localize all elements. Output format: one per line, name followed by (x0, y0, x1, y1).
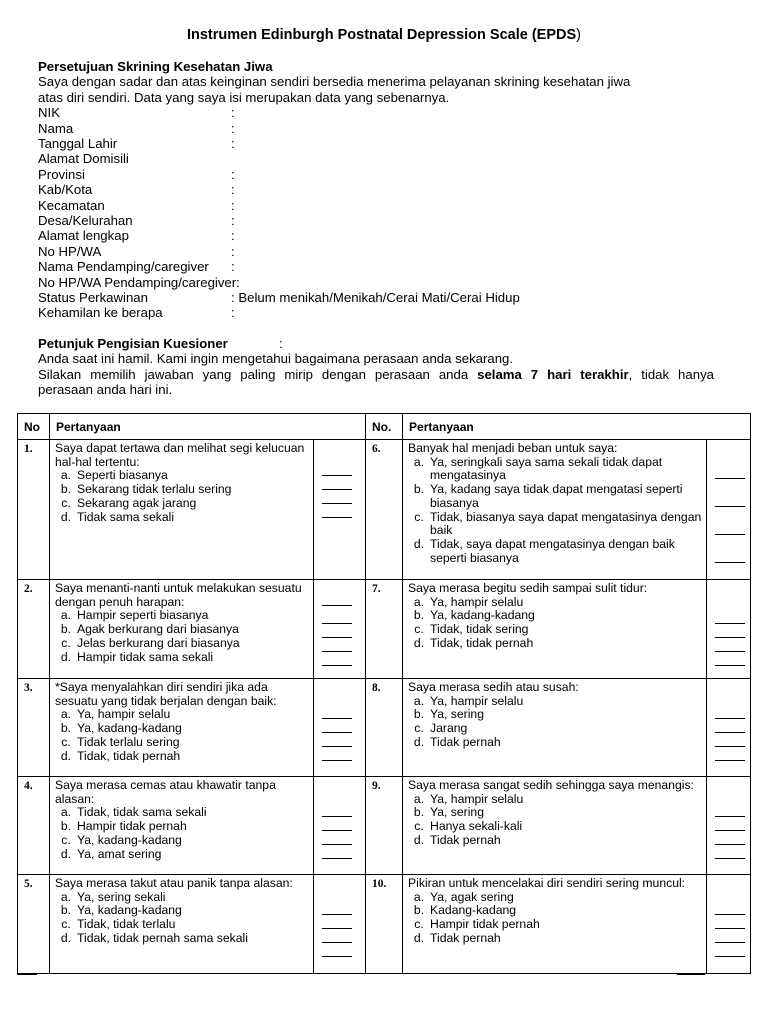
answer-option (408, 456, 702, 483)
answer-option (408, 637, 702, 651)
option-letter: c. (61, 832, 71, 847)
option-letter: b. (60, 721, 72, 736)
consent-text-line2: atas diri sendiri. Data yang saya isi merupakan data yang sebenarnya. (38, 89, 450, 105)
field-colon (231, 259, 235, 274)
question-text: Saya merasa sangat sedih sehingga saya menangis: (408, 778, 694, 792)
answer-blank-column (707, 580, 751, 679)
answer-blank[interactable] (322, 718, 352, 719)
option-text: Agak berkurang dari biasanya (77, 622, 239, 637)
table-row (18, 777, 751, 875)
answer-option (408, 483, 702, 510)
option-letter: a. (413, 889, 425, 904)
answer-blank[interactable] (322, 651, 352, 652)
question-number: 6. (366, 440, 403, 580)
field-label: Nama (38, 120, 74, 136)
answer-option (408, 904, 702, 918)
option-letter: d. (60, 846, 72, 861)
question-cell (403, 580, 707, 679)
option-letter: b. (60, 903, 72, 918)
answer-option (408, 511, 702, 538)
field-colon-mark: : (231, 305, 235, 321)
answer-option (55, 848, 309, 862)
answer-option (408, 538, 702, 565)
field-colon-mark: : (231, 289, 235, 305)
table-header-row (18, 414, 751, 440)
option-text: Ya, amat sering (77, 846, 162, 861)
option-letter: a. (413, 454, 425, 469)
question-text: Banyak hal menjadi beban untuk saya: (408, 441, 618, 455)
field-row (38, 290, 714, 305)
field-colon-mark: : (231, 136, 235, 151)
option-text: Ya, sering (430, 805, 484, 820)
field-label: Nama Pendamping/caregiver (38, 259, 209, 275)
field-colon (231, 182, 235, 197)
field-colon-mark: : (231, 197, 235, 213)
option-letter: a. (60, 707, 72, 722)
option-text: Ya, hampir selalu (77, 707, 171, 722)
question-text: *Saya menyalahkan diri sendiri jika ada sesuatu yang tidak berjalan dengan baik: (55, 680, 277, 708)
option-text: Sekarang agak jarang (77, 495, 197, 510)
answer-blank[interactable] (322, 760, 352, 761)
header-question-right: Pertanyaan (403, 414, 751, 440)
answer-option (408, 891, 702, 905)
field-colon (231, 228, 235, 243)
option-text: Tidak, tidak sama sekali (77, 805, 207, 820)
answer-blank-column (314, 777, 366, 875)
option-letter: a. (60, 805, 72, 820)
answer-option (408, 918, 702, 932)
option-text: Tidak, saya dapat mengatasinya dengan baik seperti biasanya (430, 536, 675, 565)
answer-blank[interactable] (322, 942, 352, 943)
option-text: Ya, sering (430, 707, 484, 722)
answer-blank-column (707, 777, 751, 875)
consent-heading: Persetujuan Skrining Kesehatan Jiwa (38, 59, 273, 74)
answer-option (408, 793, 702, 807)
answer-option (55, 750, 309, 764)
field-row (38, 305, 714, 320)
header-no-left: No (18, 414, 50, 440)
option-text: Ya, kadang-kadang (77, 832, 182, 847)
instructions-heading-colon: : (279, 336, 283, 351)
question-cell (50, 679, 314, 777)
field-label: Alamat Domisili (38, 151, 129, 167)
answer-blank[interactable] (322, 956, 352, 957)
answer-option (408, 708, 702, 722)
option-letter: b. (60, 482, 72, 497)
option-letter: a. (413, 594, 425, 609)
answer-option (55, 932, 309, 946)
option-text: Ya, hampir selalu (430, 791, 524, 806)
option-letter: b. (413, 805, 425, 820)
option-letter: d. (413, 832, 425, 847)
question-number: 4. (18, 777, 50, 875)
field-row (38, 244, 714, 259)
table-row (18, 440, 751, 580)
table-row (18, 875, 751, 974)
answer-blank[interactable] (715, 928, 745, 929)
answer-blank[interactable] (322, 928, 352, 929)
field-row (38, 121, 714, 136)
question-cell (50, 875, 314, 974)
question-cell (50, 440, 314, 580)
trailing-line-right (677, 974, 705, 975)
page-title (0, 27, 768, 43)
consent-section (38, 59, 714, 321)
field-colon (231, 244, 235, 259)
field-colon (231, 198, 235, 213)
option-letter: c. (61, 734, 71, 749)
title-text: Instrumen Edinburgh Postnatal Depression Scale (EPDS (186, 27, 577, 43)
header-question-left: Pertanyaan (50, 414, 366, 440)
answer-option (55, 722, 309, 736)
answer-blank[interactable] (715, 942, 745, 943)
epds-question-table (17, 413, 751, 974)
answer-option (408, 736, 702, 750)
question-number: 10. (366, 875, 403, 974)
option-letter: c. (414, 917, 424, 932)
answer-blank-column (707, 875, 751, 974)
answer-blank[interactable] (322, 475, 352, 476)
answer-option (408, 596, 702, 610)
option-text: Tidak, tidak terlalu (77, 917, 176, 932)
field-label: Provinsi (38, 166, 85, 182)
field-row (38, 136, 714, 151)
answer-option (408, 806, 702, 820)
answer-blank[interactable] (715, 956, 745, 957)
option-text: Tidak sama sekali (77, 509, 175, 524)
answer-blank-column (314, 679, 366, 777)
answer-blank[interactable] (322, 858, 352, 859)
field-colon-mark: : (231, 120, 235, 136)
option-text: Tidak, tidak pernah sama sekali (77, 930, 248, 945)
option-letter: b. (413, 903, 425, 918)
field-label: Status Perkawinan (38, 289, 148, 305)
option-letter: b. (413, 482, 425, 497)
answer-blank[interactable] (715, 760, 745, 761)
answer-blank[interactable] (715, 478, 745, 479)
field-colon-mark: : (231, 228, 235, 244)
question-number: 8. (366, 679, 403, 777)
answer-blank[interactable] (715, 651, 745, 652)
field-colon (231, 121, 235, 136)
table-row (18, 580, 751, 679)
option-text: Ya, agak sering (430, 889, 514, 904)
question-text: Saya merasa sedih atau susah: (408, 680, 579, 694)
instructions-line2 (38, 367, 714, 382)
option-letter: d. (413, 536, 425, 551)
answer-blank[interactable] (715, 816, 745, 817)
option-letter: a. (60, 889, 72, 904)
option-letter: a. (413, 791, 425, 806)
option-letter: a. (60, 608, 72, 623)
option-text: Tidak, biasanya saya dapat mengatasinya dengan baik (430, 509, 702, 538)
option-text: Ya, kadang-kadang (430, 608, 535, 623)
question-text: Pikiran untuk mencelakai diri sendiri sering muncul: (408, 876, 686, 890)
answer-option (55, 918, 309, 932)
answer-option (408, 722, 702, 736)
option-text: Tidak, tidak sering (430, 622, 529, 637)
field-colon-mark: : (231, 105, 235, 121)
field-label: Alamat lengkap (38, 228, 129, 244)
question-text: Saya merasa begitu sedih sampai sulit tidur: (408, 581, 648, 595)
header-no-right: No. (366, 414, 403, 440)
field-row (38, 228, 714, 243)
option-text: Ya, sering sekali (77, 889, 166, 904)
option-letter: c. (414, 622, 424, 637)
answer-blank-column (314, 440, 366, 580)
answer-blank[interactable] (322, 605, 352, 606)
option-letter: c. (414, 509, 424, 524)
option-text: Hampir tidak pernah (77, 819, 187, 834)
answer-option (55, 609, 309, 623)
field-row (38, 213, 714, 228)
answer-option (408, 932, 702, 946)
answer-blank-column (314, 580, 366, 679)
answer-blank[interactable] (322, 623, 352, 624)
field-colon-mark: : (231, 212, 235, 228)
option-letter: a. (413, 693, 425, 708)
question-cell (403, 440, 707, 580)
field-row (38, 275, 714, 290)
answer-blank[interactable] (322, 844, 352, 845)
identity-fields (38, 105, 714, 320)
answer-option (408, 609, 702, 623)
field-label: Kab/Kota (38, 182, 93, 198)
question-text: Saya merasa cemas atau khawatir tanpa alasan: (55, 778, 276, 806)
field-label: NIK (38, 105, 60, 121)
option-text: Tidak pernah (430, 930, 501, 945)
answer-blank[interactable] (715, 732, 745, 733)
field-label: Kecamatan (38, 197, 105, 213)
answer-blank[interactable] (322, 665, 352, 666)
option-text: Tidak, tidak pernah (430, 635, 534, 650)
answer-blank[interactable] (322, 830, 352, 831)
instructions-line2-post: , tidak hanya (628, 366, 714, 382)
option-text: Kadang-kadang (430, 903, 517, 918)
answer-blank-column (314, 875, 366, 974)
option-text: Ya, hampir selalu (430, 693, 524, 708)
trailing-line-left (17, 974, 37, 975)
option-text: Ya, kadang-kadang (77, 721, 182, 736)
field-label: Desa/Kelurahan (38, 212, 133, 228)
option-letter: d. (60, 649, 72, 664)
option-letter: c. (414, 721, 424, 736)
answer-option (55, 497, 309, 511)
option-text: Ya, seringkali saya sama sekali tidak dapat mengatasinya (430, 454, 663, 483)
question-cell (403, 679, 707, 777)
option-text: Ya, kadang-kadang (77, 903, 182, 918)
field-value[interactable]: Belum menikah/Menikah/Cerai Mati/Cerai Hidup (234, 289, 520, 305)
answer-blank[interactable] (322, 732, 352, 733)
option-letter: a. (60, 468, 72, 483)
answer-option (55, 904, 309, 918)
answer-blank[interactable] (322, 816, 352, 817)
answer-option (55, 708, 309, 722)
question-text: Saya dapat tertawa dan melihat segi kelucuan hal-hal tertentu: (55, 441, 305, 469)
option-text: Jelas berkurang dari biasanya (77, 635, 240, 650)
option-letter: d. (413, 734, 425, 749)
option-letter: c. (61, 917, 71, 932)
answer-blank[interactable] (715, 718, 745, 719)
question-number: 2. (18, 580, 50, 679)
field-row (38, 167, 714, 182)
question-number: 7. (366, 580, 403, 679)
question-cell (50, 580, 314, 679)
option-text: Ya, kadang saya tidak dapat mengatasi seperti biasanya (430, 482, 683, 510)
instructions-line3: perasaan anda hari ini. (38, 382, 173, 398)
title-paren: ) (576, 27, 581, 43)
option-text: Jarang (430, 721, 468, 736)
instructions-section (38, 336, 714, 398)
field-row (38, 198, 714, 213)
option-letter: b. (60, 819, 72, 834)
answer-blank[interactable] (715, 623, 745, 624)
table-row (18, 679, 751, 777)
answer-blank[interactable] (322, 914, 352, 915)
answer-option (408, 834, 702, 848)
field-colon-mark: : (231, 182, 235, 198)
answer-option (55, 637, 309, 651)
option-letter: b. (413, 608, 425, 623)
answer-blank-column (707, 679, 751, 777)
answer-blank[interactable] (322, 637, 352, 638)
question-text: Saya menanti-nanti untuk melakukan sesuatu dengan penuh harapan: (55, 581, 302, 609)
question-text: Saya merasa takut atau panik tanpa alasan: (55, 876, 293, 890)
field-colon-mark: : (231, 243, 235, 259)
answer-blank[interactable] (715, 914, 745, 915)
question-cell (403, 777, 707, 875)
option-text: Sekarang tidak terlalu sering (77, 482, 232, 497)
instructions-line1: Anda saat ini hamil. Kami ingin mengetahui bagaimana perasaan anda sekarang. (38, 351, 514, 367)
question-cell (50, 777, 314, 875)
field-row (38, 182, 714, 197)
option-letter: b. (413, 707, 425, 722)
answer-blank[interactable] (322, 489, 352, 490)
option-text: Seperti biasanya (77, 468, 168, 483)
field-colon (231, 136, 235, 151)
field-colon (231, 167, 235, 182)
answer-option (55, 469, 309, 483)
option-text: Hampir tidak pernah (430, 917, 540, 932)
question-cell (403, 875, 707, 974)
answer-blank[interactable] (715, 506, 745, 507)
option-text: Hampir tidak sama sekali (77, 649, 214, 664)
option-text: Ya, hampir selalu (430, 594, 524, 609)
field-colon (231, 105, 235, 120)
field-colon (231, 290, 520, 305)
answer-option (55, 891, 309, 905)
answer-blank[interactable] (322, 517, 352, 518)
option-letter: d. (60, 509, 72, 524)
field-colon (231, 213, 235, 228)
option-letter: d. (60, 930, 72, 945)
field-colon-mark: : (231, 166, 235, 182)
answer-option (55, 651, 309, 665)
answer-option (408, 623, 702, 637)
field-row (38, 259, 714, 274)
option-letter: d. (413, 930, 425, 945)
answer-option (55, 806, 309, 820)
option-letter: c. (61, 495, 71, 510)
answer-blank[interactable] (715, 746, 745, 747)
question-number: 3. (18, 679, 50, 777)
instructions-line2-pre: Silakan memilih jawaban yang paling mirip dengan perasaan anda (38, 366, 478, 382)
answer-blank-column (707, 440, 751, 580)
answer-option (55, 736, 309, 750)
answer-option (55, 623, 309, 637)
field-row (38, 151, 714, 166)
option-text: Tidak, tidak pernah (77, 748, 181, 763)
field-label: Tanggal Lahir (38, 136, 118, 151)
option-text: Tidak pernah (430, 734, 501, 749)
field-label: No HP/WA Pendamping/caregiver: (38, 274, 240, 290)
option-text: Hanya sekali-kali (430, 819, 523, 834)
answer-option (55, 483, 309, 497)
answer-blank[interactable] (715, 534, 745, 535)
answer-option (55, 511, 309, 525)
answer-blank[interactable] (715, 665, 745, 666)
field-label: No HP/WA (38, 243, 102, 259)
option-letter: d. (60, 748, 72, 763)
answer-blank[interactable] (715, 830, 745, 831)
field-colon (231, 305, 235, 320)
question-number: 5. (18, 875, 50, 974)
field-label: Kehamilan ke berapa (38, 305, 163, 321)
answer-blank[interactable] (715, 562, 745, 563)
instructions-heading (38, 336, 714, 351)
option-letter: b. (60, 622, 72, 637)
question-number: 9. (366, 777, 403, 875)
answer-option (55, 820, 309, 834)
option-text: Tidak terlalu sering (77, 734, 180, 749)
question-number: 1. (18, 440, 50, 580)
instructions-line2-bold: selama 7 hari terakhir (477, 366, 629, 382)
answer-blank[interactable] (322, 746, 352, 747)
answer-blank[interactable] (715, 844, 745, 845)
option-letter: c. (61, 635, 71, 650)
option-text: Tidak pernah (430, 832, 501, 847)
consent-text-line1: Saya dengan sadar dan atas keinginan sendiri bersedia menerima pelayanan skrining kesehatan jiwa (38, 74, 631, 90)
instructions-heading-text: Petunjuk Pengisian Kuesioner (38, 336, 228, 351)
answer-blank[interactable] (322, 503, 352, 504)
answer-blank[interactable] (715, 637, 745, 638)
answer-option (408, 695, 702, 709)
option-letter: c. (414, 819, 424, 834)
answer-blank[interactable] (715, 858, 745, 859)
option-text: Hampir seperti biasanya (77, 608, 209, 623)
field-colon-mark: : (231, 259, 235, 275)
option-letter: d. (413, 635, 425, 650)
answer-option (55, 834, 309, 848)
answer-option (408, 820, 702, 834)
field-row (38, 105, 714, 120)
